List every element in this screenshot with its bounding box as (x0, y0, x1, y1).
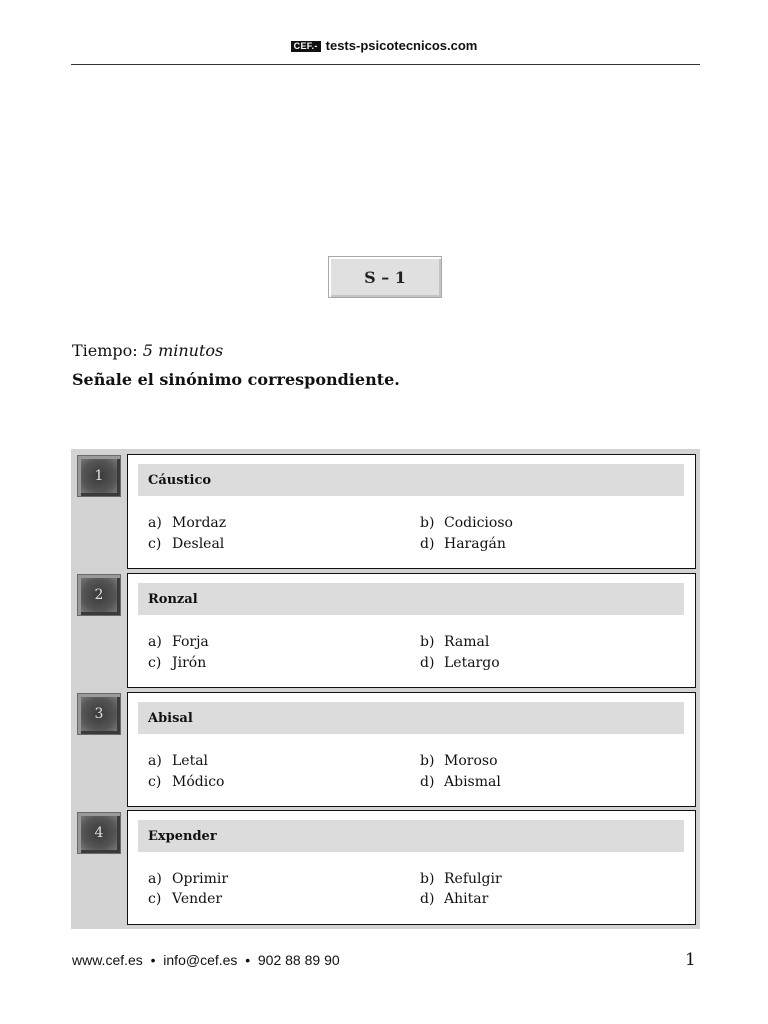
footer-contact (72, 952, 340, 968)
option-text: Forja (172, 634, 209, 650)
question-word: Cáustico (138, 464, 684, 496)
question-number-badge (77, 812, 121, 854)
option-text: Letal (172, 753, 209, 769)
option-text: Abismal (444, 774, 501, 790)
time-limit (72, 341, 223, 360)
answer-option[interactable] (148, 774, 224, 790)
option-text: Letargo (444, 655, 500, 671)
answer-option[interactable] (148, 634, 209, 650)
question-number-badge (77, 693, 121, 735)
instruction: Señale el sinónimo correspondiente. (72, 370, 400, 389)
option-text: Ahitar (444, 891, 489, 907)
option-letter: d) (420, 891, 435, 907)
answer-option[interactable] (148, 655, 206, 671)
option-letter: b) (420, 871, 435, 887)
option-letter: c) (148, 891, 162, 907)
option-text: Mordaz (172, 515, 227, 531)
question-number: 2 (94, 587, 104, 603)
answer-option[interactable] (148, 753, 208, 769)
question-number-badge (77, 455, 121, 497)
page-number: 1 (685, 950, 696, 970)
time-value: 5 minutos (142, 341, 224, 360)
question-card (127, 692, 696, 807)
question-word: Expender (138, 820, 684, 852)
header-divider (71, 64, 700, 65)
answer-option[interactable] (420, 515, 513, 531)
test-code: S – 1 (364, 267, 406, 287)
question-word: Abisal (138, 702, 684, 734)
option-letter: d) (420, 774, 435, 790)
option-text: Haragán (444, 536, 506, 552)
cef-logo: CEF.- (291, 41, 321, 52)
option-letter: c) (148, 655, 162, 671)
question-word: Ronzal (138, 583, 684, 615)
option-text: Desleal (172, 536, 225, 552)
option-text: Jirón (172, 655, 207, 671)
option-text: Moroso (444, 753, 498, 769)
footer-website[interactable]: www.cef.es (72, 952, 143, 968)
footer-email[interactable]: info@cef.es (163, 952, 238, 968)
question-number: 1 (94, 468, 104, 484)
option-text: Oprimir (172, 871, 229, 887)
option-letter: b) (420, 753, 435, 769)
answer-option[interactable] (420, 655, 500, 671)
option-letter: a) (148, 634, 162, 650)
answer-option[interactable] (420, 634, 489, 650)
answer-option[interactable] (420, 753, 498, 769)
question-number: 3 (94, 706, 104, 722)
answer-option[interactable] (148, 891, 222, 907)
answer-option[interactable] (420, 871, 502, 887)
question-card (127, 810, 696, 925)
option-text: Refulgir (444, 871, 502, 887)
test-code-box (328, 256, 442, 298)
question-card (127, 573, 696, 688)
time-label: Tiempo: (72, 341, 138, 360)
page-header (0, 38, 768, 53)
option-letter: d) (420, 655, 435, 671)
answer-option[interactable] (420, 891, 488, 907)
footer-phone: 902 88 89 90 (257, 952, 340, 968)
question-number-badge (77, 574, 121, 616)
option-letter: a) (148, 871, 162, 887)
option-letter: b) (420, 634, 435, 650)
option-letter: a) (148, 515, 162, 531)
option-letter: c) (148, 536, 162, 552)
answer-option[interactable] (148, 515, 226, 531)
question-number: 4 (94, 825, 104, 841)
option-text: Vender (172, 891, 223, 907)
option-letter: b) (420, 515, 435, 531)
option-text: Ramal (444, 634, 490, 650)
footer-separator: • (150, 952, 156, 968)
site-name[interactable]: tests-psicotecnicos.com (325, 38, 478, 53)
option-letter: d) (420, 536, 435, 552)
answer-option[interactable] (420, 774, 501, 790)
answer-option[interactable] (420, 536, 506, 552)
footer-separator: • (245, 952, 251, 968)
question-card (127, 454, 696, 569)
option-text: Codicioso (444, 515, 513, 531)
option-letter: c) (148, 774, 162, 790)
option-letter: a) (148, 753, 162, 769)
option-text: Módico (172, 774, 225, 790)
answer-option[interactable] (148, 536, 224, 552)
answer-option[interactable] (148, 871, 228, 887)
